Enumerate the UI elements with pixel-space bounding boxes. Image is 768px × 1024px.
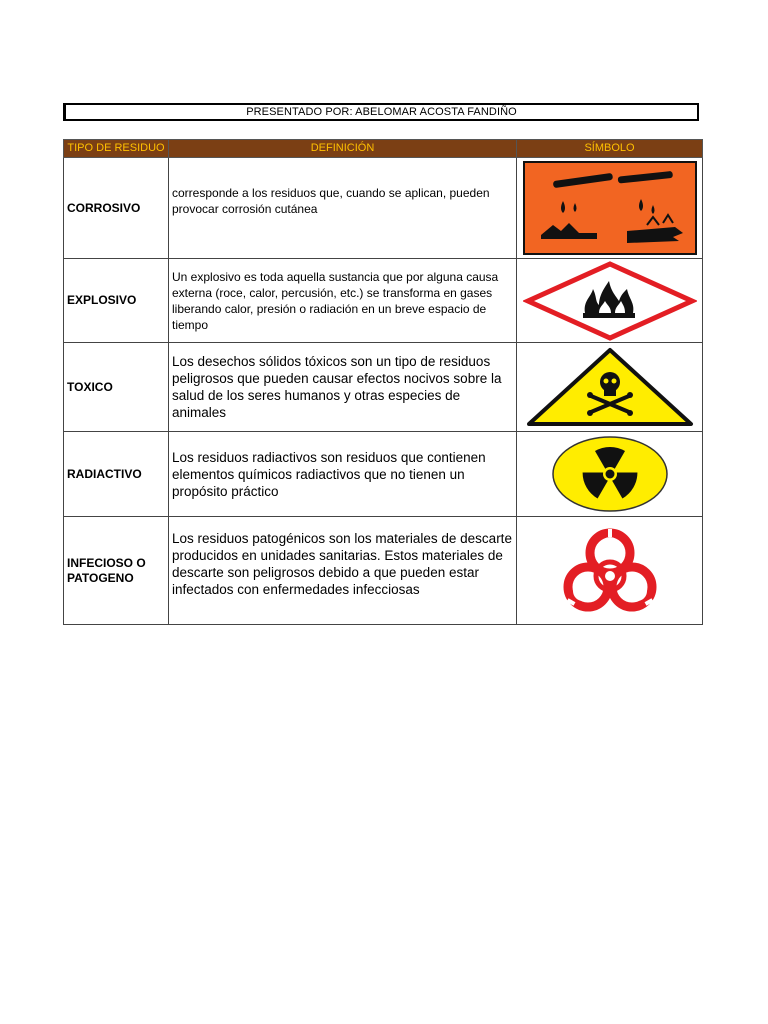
header-symbol: SÍMBOLO <box>517 140 703 158</box>
waste-type-cell: CORROSIVO <box>64 158 169 259</box>
definition-cell: Un explosivo es toda aquella sustancia que por alguna causa externa (roce, calor, percusión, etc.) se transforma en gases liberando calor, presión o radiación en un breve espacio de tiempo <box>169 259 517 343</box>
symbol-cell <box>517 259 703 343</box>
definition-cell: Los desechos sólidos tóxicos son un tipo de residuos peligrosos que pueden causar efectos nocivos sobre la salud de los seres humanos y otras especies de animales <box>169 343 517 432</box>
hazardous-waste-table <box>63 139 703 625</box>
table-row <box>64 517 703 625</box>
waste-type-cell: EXPLOSIVO <box>64 259 169 343</box>
table-row <box>64 259 703 343</box>
waste-type-cell: RADIACTIVO <box>64 432 169 517</box>
symbol-cell <box>517 343 703 432</box>
presented-by-banner: PRESENTADO POR: ABELOMAR ACOSTA FANDIÑO <box>63 103 699 121</box>
table-row <box>64 343 703 432</box>
definition-cell: Los residuos radiactivos son residuos que contienen elementos químicos radiactivos que no tienen un propósito práctico <box>169 432 517 517</box>
table-row <box>64 158 703 259</box>
symbol-cell <box>517 158 703 259</box>
waste-type-cell: TOXICO <box>64 343 169 432</box>
table-header-row <box>64 140 703 158</box>
definition-cell: Los residuos patogénicos son los materiales de descarte producidos en unidades sanitarias. Estos materiales de descarte son peligrosos debido a que pueden estar infectados con enfermedades infecciosas <box>169 517 517 625</box>
radiation-hazard-icon <box>523 434 697 514</box>
toxic-hazard-icon <box>523 346 697 428</box>
explosive-hazard-icon <box>523 261 697 341</box>
table-row <box>64 432 703 517</box>
corrosive-hazard-icon <box>523 161 697 255</box>
symbol-cell <box>517 517 703 625</box>
biohazard-icon <box>523 521 697 621</box>
symbol-cell <box>517 432 703 517</box>
definition-cell: corresponde a los residuos que, cuando se aplican, pueden provocar corrosión cutánea <box>169 158 517 259</box>
header-type: TIPO DE RESIDUO <box>64 140 169 158</box>
header-definition: DEFINICIÓN <box>169 140 517 158</box>
waste-type-cell: INFECIOSO O PATOGENO <box>64 517 169 625</box>
